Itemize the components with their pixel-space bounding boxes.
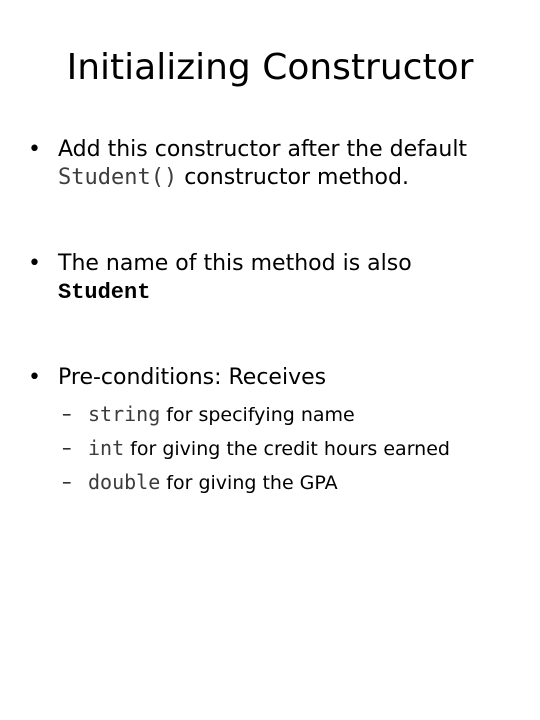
- bullet-text: The name of this method is also: [58, 251, 412, 276]
- bullet-text: Pre-conditions: Receives: [58, 365, 327, 390]
- bullet-text-line-2: [58, 164, 523, 192]
- dash-marker: –: [62, 437, 72, 459]
- bullet-text-tail: constructor method.: [177, 165, 409, 190]
- sub-bullet-body: [88, 470, 338, 495]
- bullet-text: Add this constructor after the default: [58, 137, 468, 162]
- code-student-call: Student(): [58, 165, 178, 190]
- sub-bullet-body: [88, 402, 355, 427]
- bullet-dot: •: [28, 137, 41, 162]
- sub-bullet-body: [88, 436, 450, 461]
- bullet-text-line-2: [58, 278, 523, 307]
- code-string: string: [88, 402, 161, 426]
- bullet-body: [58, 136, 523, 192]
- code-double: double: [88, 470, 161, 494]
- bullet-body: [58, 250, 523, 307]
- dash-marker: –: [62, 471, 72, 493]
- code-student-name: Student: [58, 280, 151, 305]
- bullet-dot: •: [28, 365, 41, 390]
- bullet-dot: •: [28, 251, 41, 276]
- sub-bullet-text: for giving the credit hours earned: [124, 438, 450, 460]
- sub-bullet-text: for giving the GPA: [160, 472, 338, 494]
- code-int: int: [88, 436, 125, 460]
- dash-marker: –: [62, 403, 72, 425]
- bullet-body: [58, 364, 523, 392]
- slide-title: Initializing Constructor: [66, 47, 474, 88]
- sub-bullet-text: for specifying name: [160, 404, 355, 426]
